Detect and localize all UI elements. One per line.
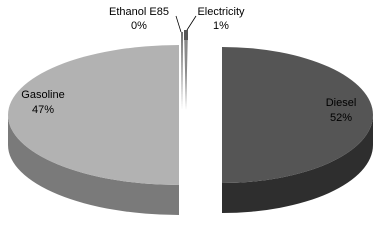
slice-gasoline-value: 47% bbox=[31, 104, 55, 116]
slice-ethanol-e85-leader bbox=[176, 16, 181, 32]
slice-electricity-leader bbox=[187, 16, 196, 30]
slice-electricity-side bbox=[184, 30, 188, 40]
slice-diesel bbox=[222, 47, 373, 213]
slice-gasoline-label: Gasoline bbox=[21, 89, 65, 101]
slice-diesel-value: 52% bbox=[329, 112, 353, 124]
slice-ethanol-e85-value: 0% bbox=[131, 20, 147, 32]
slice-electricity-label: Electricity bbox=[197, 6, 245, 18]
slice-electricity-top bbox=[184, 30, 188, 110]
slice-ethanol-e85-label: Ethanol E85 bbox=[109, 6, 169, 18]
slice-ethanol-e85-top bbox=[181, 32, 183, 110]
slice-gasoline bbox=[8, 45, 179, 215]
slice-diesel-label: Diesel bbox=[325, 97, 357, 109]
slice-electricity-value: 1% bbox=[213, 20, 229, 32]
